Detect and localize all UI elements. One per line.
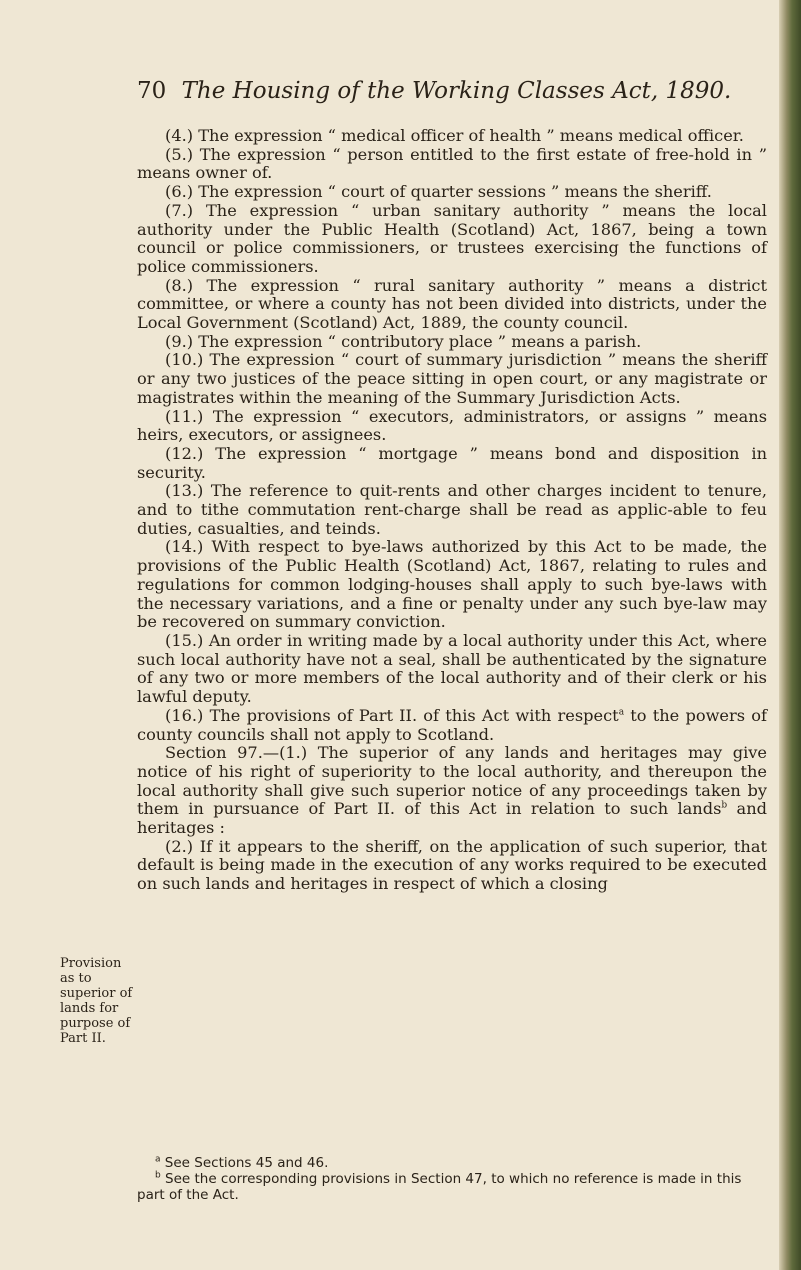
- paragraph: (8.) The expression “ rural sanitary authority ” means a district committee, or where a county has not been divided into districts, under the Local Government (Scotland) Act, 1889, the county council.: [137, 275, 767, 333]
- margin-note-line: lands for: [60, 1001, 119, 1016]
- footnote-ref-a: a: [618, 707, 625, 718]
- paragraph: (12.) The expression “ mortgage ” means bond and disposition in security.: [137, 443, 767, 482]
- section-97-text: Section 97.—(1.) The superior of any lands and heritages may give notice of his right of superiority to the local authority, and thereupon the local authority shall give such superior notice of any proceedings taken by them in pursuance of Part II. of this Act in relation to such lands: [137, 743, 767, 819]
- section-97-2: (2.) If it appears to the sheriff, on the application of such superior, that default is being made in the execution of any works required to be executed on such lands and heritages in respect of which a closing: [137, 836, 767, 894]
- paragraph: (10.) The expression “ court of summary jurisdiction ” means the sheriff or any two justices of the peace sitting in open court, or any magistrate or magistrates within the meaning of the Summary Jurisdiction Acts.: [137, 350, 767, 407]
- paragraph-16: [137, 707, 767, 744]
- margin-note-line: superior of: [60, 986, 133, 1001]
- margin-note: [60, 956, 144, 1046]
- paragraph: (6.) The expression “ court of quarter sessions ” means the sheriff.: [165, 182, 712, 202]
- section-97-1: [137, 744, 767, 838]
- paragraph-16-text-end: to the powers of county councils shall not apply to Scotland.: [137, 705, 767, 744]
- paragraph: (9.) The expression “ contributory place ” means a parish.: [165, 331, 642, 351]
- footnote-ref-b: b: [721, 800, 728, 811]
- paragraph: (14.) With respect to bye-laws authorized by this Act to be made, the provisions of the Public Health (Scotland) Act, 1867, relating to rules and regulations for common lodging-houses shall apply to such bye-laws with the necessary variations, and a fine or penalty under any such bye-law may be recovered on summary conviction.: [137, 537, 767, 632]
- body-text: [137, 127, 767, 894]
- footnote-b: [137, 1171, 767, 1203]
- section-97-text-end: and heritages :: [137, 799, 767, 838]
- footnote-a: [137, 1155, 767, 1171]
- footnote-text: See the corresponding provisions in Section 47, to which no reference is made in this part of the Act.: [137, 1171, 742, 1203]
- paragraph: (7.) The expression “ urban sanitary authority ” means the local authority under the Public Health (Scotland) Act, 1867, being a town council or police commissioners, or trustees exercising the functions of police commissioners.: [137, 200, 767, 276]
- paragraph: (13.) The reference to quit-rents and other charges incident to tenure, and to tithe commutation rent-charge shall be read as applic-able to feu duties, casualties, and teinds.: [137, 481, 767, 538]
- page-number: 70: [137, 78, 167, 104]
- margin-note-line: as to: [60, 971, 92, 986]
- footnote-mark: b: [155, 1170, 161, 1181]
- paragraph: (4.) The expression “ medical officer of health ” means medical officer.: [165, 126, 744, 145]
- paragraph-16-text: (16.) The provisions of Part II. of this Act with respect: [165, 705, 619, 725]
- footnotes: [137, 1155, 767, 1203]
- running-head: [137, 78, 777, 104]
- footnote-mark: a: [155, 1154, 161, 1165]
- running-title: The Housing of the Working Classes Act, 1890.: [181, 78, 732, 104]
- margin-note-line: Provision: [60, 956, 122, 971]
- margin-note-line: Part II.: [60, 1031, 106, 1046]
- margin-note-line: purpose of: [60, 1016, 131, 1031]
- paragraph: (5.) The expression “ person entitled to the first estate of free-hold in ” means owner of.: [137, 144, 767, 183]
- paragraph: (11.) The expression “ executors, administrators, or assigns ” means heirs, executors, or assignees.: [137, 406, 767, 445]
- page-edge: [779, 0, 801, 1270]
- footnote-text: See Sections 45 and 46.: [160, 1155, 329, 1171]
- paragraph: (15.) An order in writing made by a local authority under this Act, where such local authority have not a seal, shall be authenticated by the signature of any two or more members of the local authority and of their clerk or his lawful deputy.: [137, 630, 767, 707]
